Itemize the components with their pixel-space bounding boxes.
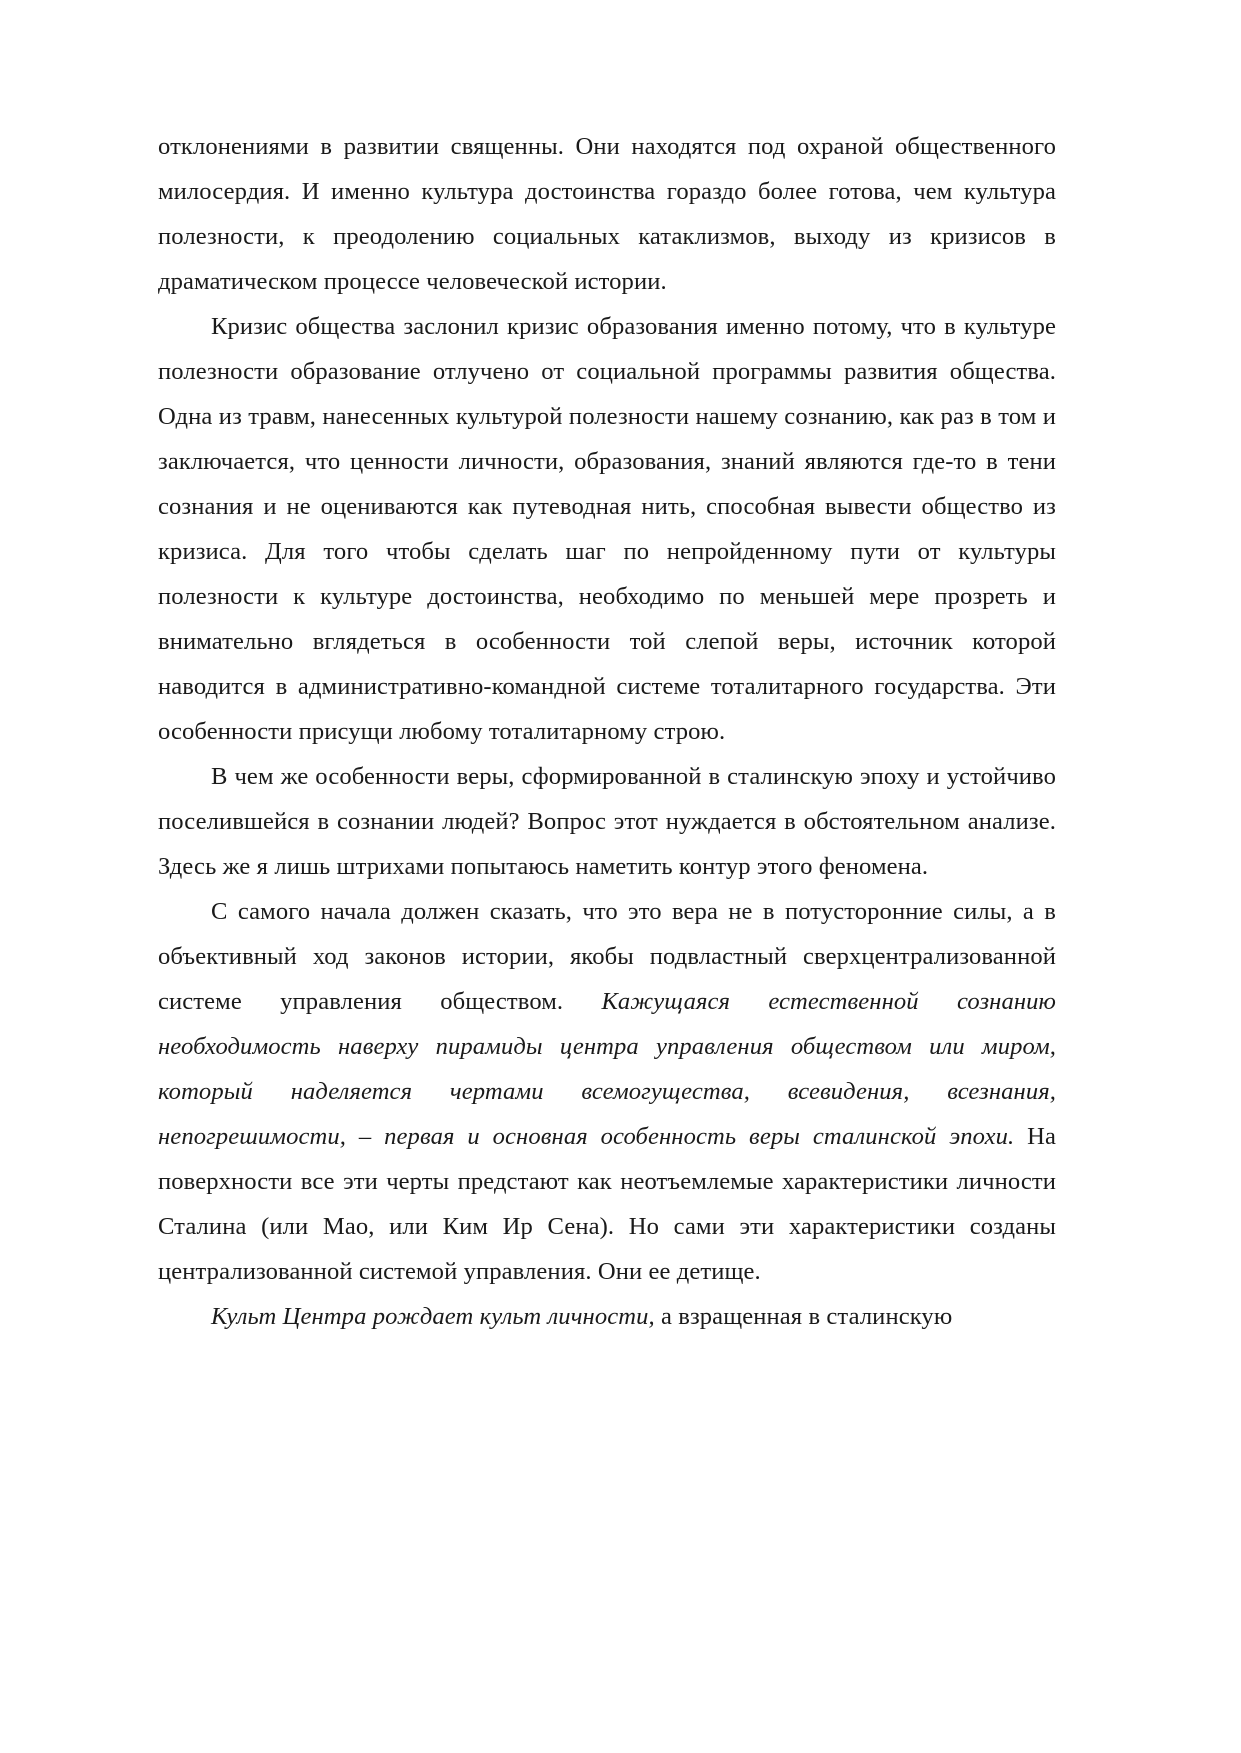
italic-text-run: Культ Центра рождает культ личности, <box>211 1303 655 1330</box>
text-run: Кризис общества заслонил кризис образования именно потому, что в культуре полезности образование отлучено от социальной программы развития общества. Одна из травм, нанесенных культурой полезности нашему сознанию, как раз в том и заключается, что ценности личности, образования, знаний являются где-то в тени сознания и не оцениваются как путеводная нить, способная вывести общество из кризиса. Для того чтобы сделать шаг по непройденному пути от культуры полезности к культуре достоинства, необходимо по меньшей мере прозреть и внимательно вглядеться в особенности той слепой веры, источник которой наводится в административно-командной системе тоталитарного государства. Эти особенности присущи любому тоталитарному строю. <box>158 313 1056 745</box>
text-run: С самого начала должен сказать, что это вера не в потусторонние силы, а в объективный ход законов истории, якобы подвластный сверхцентрализованной системе управления обществом. <box>158 898 1056 1015</box>
italic-text-run: Кажущаяся естественной сознанию необходимость наверху пирамиды центра управления обществом или миром, который наделяется чертами всемогущества, всевидения, всезнания, непогрешимости, – первая и основная особенность веры сталинской эпохи. <box>158 988 1056 1150</box>
paragraph <box>158 889 1056 1294</box>
text-run: На поверхности все эти черты предстают как неотъемлемые характеристики личности Сталина (или Мао, или Ким Ир Сена). Но сами эти характеристики созданы централизованной системой управления. Они ее детище. <box>158 1123 1056 1285</box>
paragraph <box>158 124 1056 304</box>
text-run: а взращенная в сталинскую <box>654 1303 953 1330</box>
paragraph <box>158 754 1056 889</box>
paragraph <box>158 1294 1056 1339</box>
body-text <box>158 124 1056 1339</box>
text-run: В чем же особенности веры, сформированной в сталинскую эпоху и устойчиво поселившейся в сознании людей? Вопрос этот нуждается в обстоятельном анализе. Здесь же я лишь штрихами попытаюсь наметить контур этого феномена. <box>158 763 1056 880</box>
text-run: отклонениями в развитии священны. Они находятся под охраной общественного милосердия. И именно культура достоинства гораздо более готова, чем культура полезности, к преодолению социальных катаклизмов, выходу из кризисов в драматическом процессе человеческой истории. <box>158 133 1056 295</box>
paragraph <box>158 304 1056 754</box>
